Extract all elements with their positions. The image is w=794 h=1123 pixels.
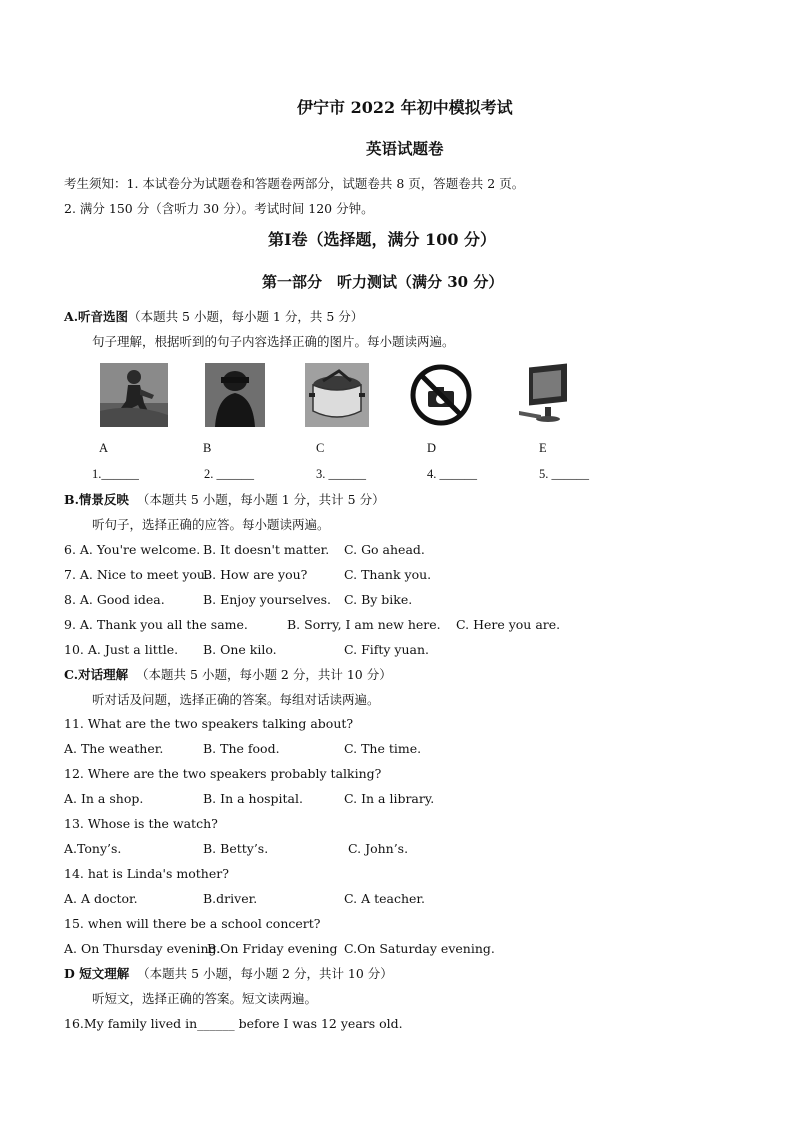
q6-option-b[interactable]: B. It doesn't matter. xyxy=(203,542,330,557)
section-b-heading-rest: （本题共 5 小题，每小题 1 分，共计 5 分） xyxy=(136,492,385,507)
q8-option-a[interactable]: 8. A. Good idea. xyxy=(64,592,165,607)
section-c-heading xyxy=(64,667,392,683)
q15-question: 15. when will there be a school concert? xyxy=(64,916,321,931)
section-a-heading-bold: A.听音选图 xyxy=(64,309,129,324)
computer-monitor-icon xyxy=(515,363,573,427)
q15-option-c[interactable]: C.On Saturday evening. xyxy=(344,941,495,956)
answer-blank-5[interactable]: 5. ______ xyxy=(539,467,589,481)
q14-question: 14. hat is Linda's mother? xyxy=(64,866,229,881)
q13-question: 13. Whose is the watch? xyxy=(64,816,218,831)
q9-option-c[interactable]: C. Here you are. xyxy=(456,617,561,632)
section-d-heading-bold: D 短文理解 xyxy=(64,966,130,981)
q12-option-b[interactable]: B. In a hospital. xyxy=(203,791,303,806)
q11-option-b[interactable]: B. The food. xyxy=(203,741,280,756)
q9-option-a[interactable]: 9. A. Thank you all the same. xyxy=(64,617,248,632)
section-b-heading-bold: B.情景反映 xyxy=(64,492,129,507)
section-c-instruction: 听对话及问题，选择正确的答案。每组对话读两遍。 xyxy=(92,692,380,707)
q13-option-c[interactable]: C. John’s. xyxy=(348,841,409,856)
q11-option-a[interactable]: A. The weather. xyxy=(64,741,164,756)
q10-option-b[interactable]: B. One kilo. xyxy=(203,642,277,657)
section-b-heading xyxy=(64,492,385,508)
q10-option-a[interactable]: 10. A. Just a little. xyxy=(64,642,179,657)
picture-e xyxy=(515,363,573,427)
q14-option-b[interactable]: B.driver. xyxy=(203,891,258,906)
q11-question: 11. What are the two speakers talking about? xyxy=(64,716,354,731)
cooking-pot-photo xyxy=(305,363,369,427)
part-title: 第一部分 听力测试（满分 30 分） xyxy=(262,273,504,291)
picture-label-d: D xyxy=(427,441,437,455)
volume-title: 第Ⅰ卷（选择题，满分 100 分） xyxy=(268,230,497,249)
section-a-heading xyxy=(64,309,363,325)
picture-c xyxy=(305,363,369,427)
section-a-heading-rest: （本题共 5 小题，每小题 1 分，共 5 分） xyxy=(128,309,364,324)
q6-option-c[interactable]: C. Go ahead. xyxy=(344,542,425,557)
q12-option-a[interactable]: A. In a shop. xyxy=(64,791,144,806)
picture-label-e: E xyxy=(539,441,547,455)
q6-option-a[interactable]: 6. A. You're welcome. xyxy=(64,542,201,557)
q14-option-c[interactable]: C. A teacher. xyxy=(344,891,425,906)
q9-option-b[interactable]: B. Sorry, I am new here. xyxy=(287,617,441,632)
person-running-photo xyxy=(100,363,168,427)
q8-option-c[interactable]: C. By bike. xyxy=(344,592,413,607)
section-d-heading-rest: （本题共 5 小题，每小题 2 分，共计 10 分） xyxy=(137,966,393,981)
q15-option-a[interactable]: A. On Thursday evening. xyxy=(64,941,221,956)
answer-blank-2[interactable]: 2. ______ xyxy=(204,467,254,481)
q8-option-b[interactable]: B. Enjoy yourselves. xyxy=(203,592,332,607)
person-dark-photo xyxy=(205,363,265,427)
section-b-instruction: 听句子，选择正确的应答。每小题读两遍。 xyxy=(92,517,330,532)
q11-option-c[interactable]: C. The time. xyxy=(344,741,422,756)
exam-subtitle: 英语试题卷 xyxy=(366,139,444,158)
q12-question: 12. Where are the two speakers probably talking? xyxy=(64,766,382,781)
section-d-instruction: 听短文，选择正确的答案。短文读两遍。 xyxy=(92,991,318,1006)
exam-title: 伊宁市 2022 年初中模拟考试 xyxy=(297,98,513,117)
no-photography-sign-icon xyxy=(408,363,474,427)
q7-option-b[interactable]: B. How are you? xyxy=(203,567,308,582)
notice-line-2: 2. 满分 150 分（含听力 30 分）。考试时间 120 分钟。 xyxy=(64,201,374,216)
q14-option-a[interactable]: A. A doctor. xyxy=(64,891,138,906)
notice-line-1: 考生须知：1. 本试卷分为试题卷和答题卷两部分，试题卷共 8 页，答题卷共 2 页。 xyxy=(64,176,525,191)
q7-option-c[interactable]: C. Thank you. xyxy=(344,567,432,582)
q15-option-b[interactable]: B.On Friday evening xyxy=(207,941,338,956)
section-d-heading xyxy=(64,966,393,982)
picture-a xyxy=(100,363,168,427)
picture-d xyxy=(408,363,474,427)
picture-label-a: A xyxy=(99,441,109,455)
section-a-instruction: 句子理解，根据听到的句子内容选择正确的图片。每小题读两遍。 xyxy=(92,334,455,349)
section-c-heading-rest: （本题共 5 小题，每小题 2 分，共计 10 分） xyxy=(136,667,392,682)
q12-option-c[interactable]: C. In a library. xyxy=(344,791,435,806)
picture-b xyxy=(205,363,265,427)
q7-option-a[interactable]: 7. A. Nice to meet you. xyxy=(64,567,209,582)
picture-label-c: C xyxy=(316,441,325,455)
section-c-heading-bold: C.对话理解 xyxy=(64,667,129,682)
q13-option-b[interactable]: B. Betty’s. xyxy=(203,841,269,856)
q16-question: 16.My family lived in______ before I was 12 years old. xyxy=(64,1016,403,1031)
picture-label-b: B xyxy=(203,441,212,455)
answer-blank-1[interactable]: 1.______ xyxy=(92,467,139,481)
answer-blank-3[interactable]: 3. ______ xyxy=(316,467,366,481)
q10-option-c[interactable]: C. Fifty yuan. xyxy=(344,642,430,657)
q13-option-a[interactable]: A.Tony’s. xyxy=(64,841,122,856)
answer-blank-4[interactable]: 4. ______ xyxy=(427,467,477,481)
